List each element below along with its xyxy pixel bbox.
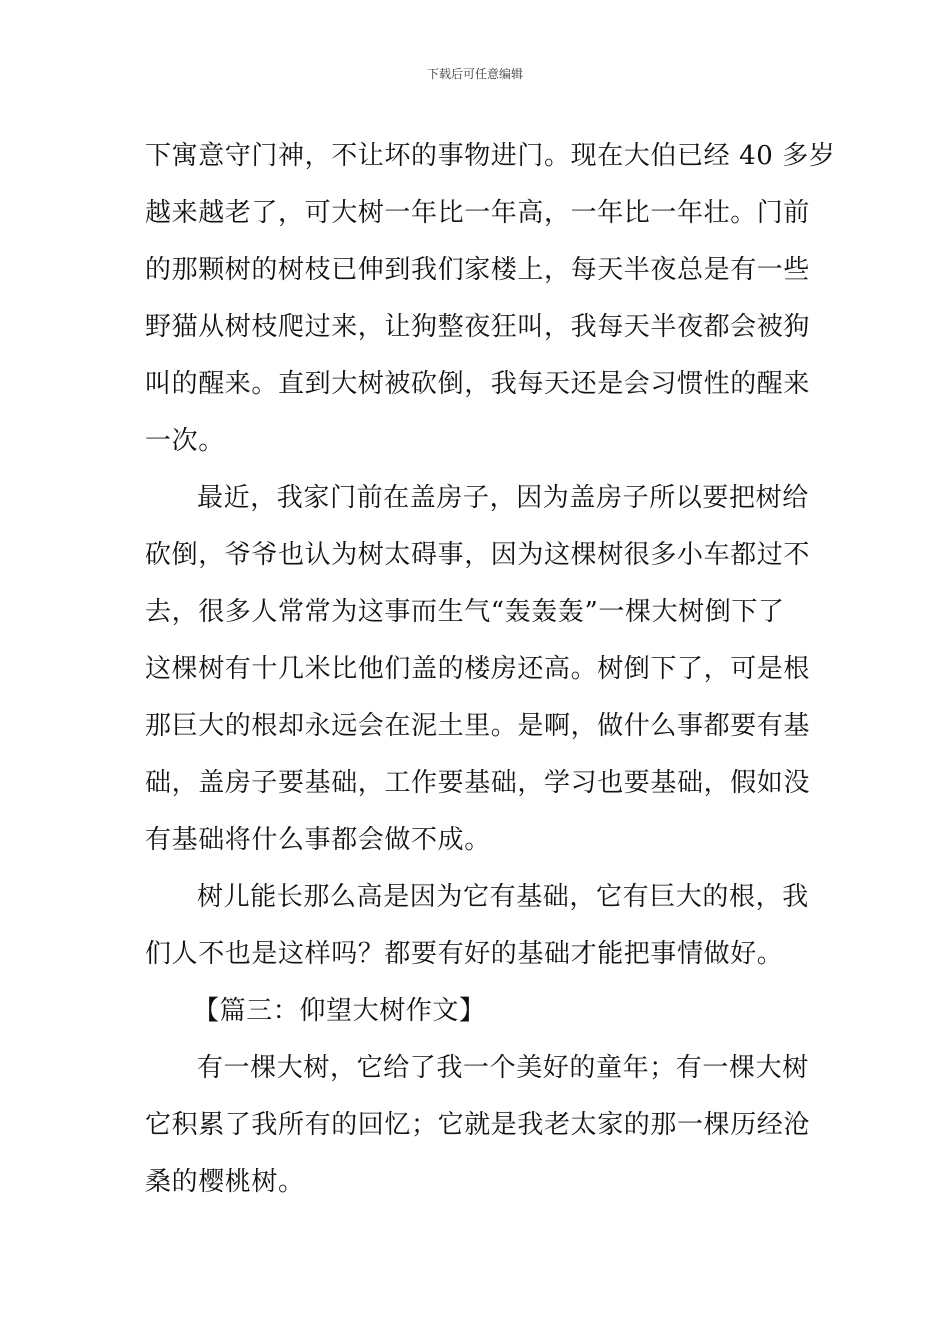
paragraph-start-line: 有一棵大树，它给了我一个美好的童年；有一棵大树 [197,1053,809,1083]
text-line: 越来越老了，可大树一年比一年高，一年比一年壮。门前 [145,198,811,228]
text-line: 们人不也是这样吗？都要有好的基础才能把事情做好。 [145,939,784,969]
text-line: 有基础将什么事都会做不成。 [145,825,491,855]
text-line: 下寓意守门神，不让坏的事物进门。现在大伯已经 40 多岁 [145,141,836,171]
text-line: 它积累了我所有的回忆；它就是我老太家的那一棵历经沧 [145,1110,811,1140]
paragraph-start-line: 树儿能长那么高是因为它有基础，它有巨大的根，我 [197,882,809,912]
text-line: 去，很多人常常为这事而生气“轰轰轰”一棵大树倒下了 [145,597,785,627]
paragraph-start-line: 最近，我家门前在盖房子，因为盖房子所以要把树给 [197,483,809,513]
document-body [145,128,836,1211]
text-line: 的那颗树的树枝已伸到我们家楼上，每天半夜总是有一些 [145,255,811,285]
text-line: 叫的醒来。直到大树被砍倒，我每天还是会习惯性的醒来 [145,369,811,399]
text-line: 砍倒，爷爷也认为树太碍事，因为这棵树很多小车都过不 [145,540,811,570]
text-line: 础，盖房子要基础，工作要基础，学习也要基础，假如没 [145,768,811,798]
page-header-note: 下载后可任意编辑 [426,67,523,81]
section-heading: 【篇三：仰望大树作文】 [193,996,486,1026]
text-line: 一次。 [145,426,225,456]
text-line: 那巨大的根却永远会在泥土里。是啊，做什么事都要有基 [145,711,811,741]
text-line: 野猫从树枝爬过来，让狗整夜狂叫，我每天半夜都会被狗 [145,312,811,342]
text-line: 这棵树有十几米比他们盖的楼房还高。树倒下了，可是根 [145,654,811,684]
text-line: 桑的樱桃树。 [145,1167,305,1197]
